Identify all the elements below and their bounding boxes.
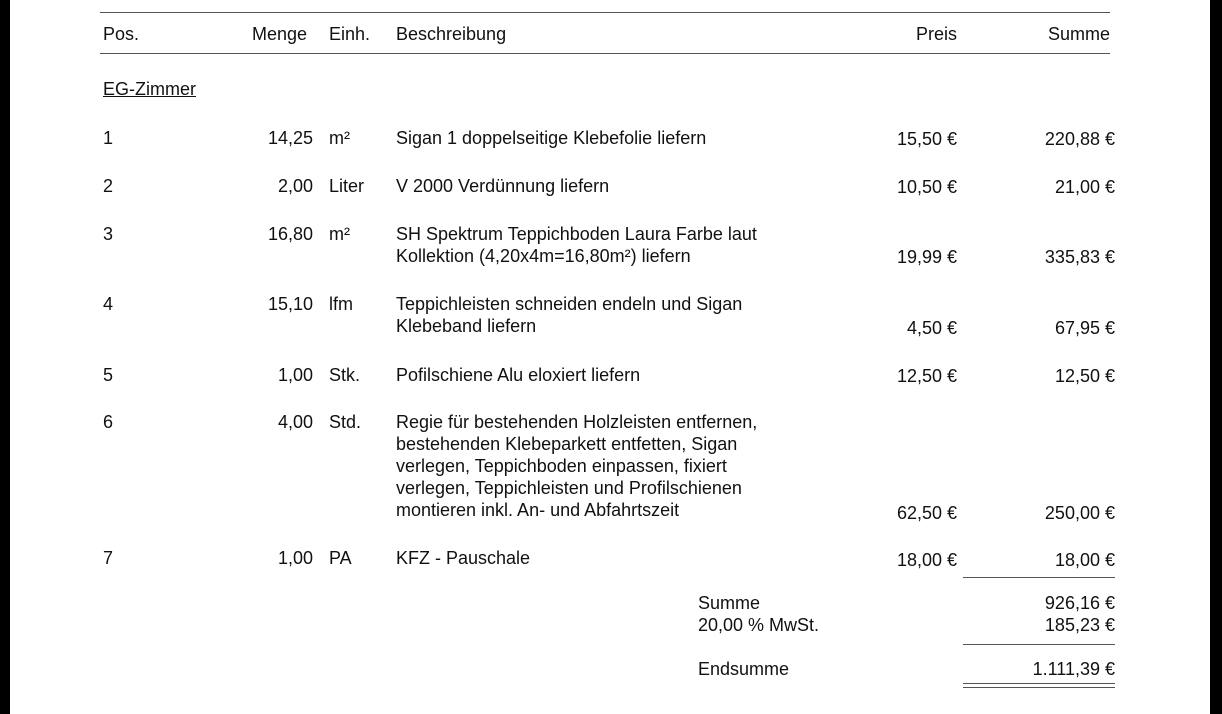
row-menge: 4,00 <box>277 412 313 432</box>
row-preis: 15,50 € <box>896 129 957 149</box>
row-menge: 14,25 <box>267 128 313 148</box>
row-summe: 18,00 € <box>1054 550 1115 570</box>
section-title: EG-Zimmer <box>103 79 196 99</box>
header-preis: Preis <box>915 24 957 44</box>
row-menge: 1,00 <box>277 365 313 385</box>
mwst-value: 185,23 € <box>1044 615 1115 635</box>
row-desc-line: montieren inkl. An- und Abfahrtszeit <box>396 500 680 520</box>
row-menge: 1,00 <box>277 548 313 568</box>
row-desc-line: verlegen, Teppichboden einpassen, fixiert <box>396 456 727 476</box>
row-preis: 19,99 € <box>896 247 957 267</box>
row-einh: Stk. <box>329 365 361 385</box>
row-desc-line: Teppichleisten schneiden endeln und Sigan <box>396 294 743 314</box>
row-einh: Std. <box>329 412 362 432</box>
row-einh: m² <box>329 128 350 148</box>
row-desc-line: KFZ - Pauschale <box>396 548 531 568</box>
row-summe: 220,88 € <box>1044 129 1115 149</box>
row-summe: 21,00 € <box>1054 177 1115 197</box>
subtotal-rule <box>963 577 1115 578</box>
row-preis: 12,50 € <box>896 366 957 386</box>
row-summe: 67,95 € <box>1054 318 1115 338</box>
row-desc-line: Sigan 1 doppelseitige Klebefolie liefern <box>396 128 707 148</box>
endsumme-value: 1.111,39 € <box>1032 659 1115 679</box>
row-desc-line: Kollektion (4,20x4m=16,80m²) liefern <box>396 246 691 266</box>
row-preis: 10,50 € <box>896 177 957 197</box>
summe-label: Summe <box>698 593 761 613</box>
row-desc-line: bestehenden Klebeparkett entfetten, Sigan <box>396 434 738 454</box>
total-rule <box>963 644 1115 645</box>
row-pos: 7 <box>103 548 114 568</box>
row-preis: 4,50 € <box>906 318 957 338</box>
row-desc-line: V 2000 Verdünnung liefern <box>396 176 610 196</box>
header-menge: Menge <box>252 24 308 44</box>
row-desc-line: Klebeband liefern <box>396 316 537 336</box>
row-pos: 2 <box>103 176 114 196</box>
header-summe: Summe <box>1047 24 1110 44</box>
row-pos: 1 <box>103 128 114 148</box>
row-einh: PA <box>329 548 352 568</box>
row-desc-line: Pofilschiene Alu eloxiert liefern <box>396 365 641 385</box>
row-summe: 12,50 € <box>1054 366 1115 386</box>
endsumme-double-rule-1 <box>963 683 1115 684</box>
mwst-label: 20,00 % MwSt. <box>698 615 820 635</box>
row-desc-line: SH Spektrum Teppichboden Laura Farbe laut <box>396 224 757 244</box>
row-summe: 250,00 € <box>1044 503 1115 523</box>
endsumme-label: Endsumme <box>698 659 790 679</box>
endsumme-double-rule-2 <box>963 687 1115 688</box>
summe-value: 926,16 € <box>1044 593 1115 613</box>
row-menge: 15,10 <box>267 294 313 314</box>
row-preis: 18,00 € <box>896 550 957 570</box>
header-pos: Pos. <box>103 24 140 44</box>
row-summe: 335,83 € <box>1044 247 1115 267</box>
row-menge: 2,00 <box>277 176 313 196</box>
row-pos: 4 <box>103 294 114 314</box>
row-pos: 6 <box>103 412 114 432</box>
header-einh: Einh. <box>329 24 371 44</box>
header-top-rule <box>100 12 1110 13</box>
row-desc-line: Regie für bestehenden Holzleisten entfernen, <box>396 412 758 432</box>
row-pos: 3 <box>103 224 114 244</box>
invoice-page <box>10 0 1210 714</box>
row-pos: 5 <box>103 365 114 385</box>
row-menge: 16,80 <box>267 224 313 244</box>
header-beschreibung: Beschreibung <box>396 24 507 44</box>
header-bottom-rule <box>100 53 1110 54</box>
row-einh: Liter <box>329 176 365 196</box>
row-einh: m² <box>329 224 350 244</box>
row-desc-line: verlegen, Teppichleisten und Profilschienen <box>396 478 742 498</box>
row-einh: lfm <box>329 294 353 314</box>
row-preis: 62,50 € <box>896 503 957 523</box>
